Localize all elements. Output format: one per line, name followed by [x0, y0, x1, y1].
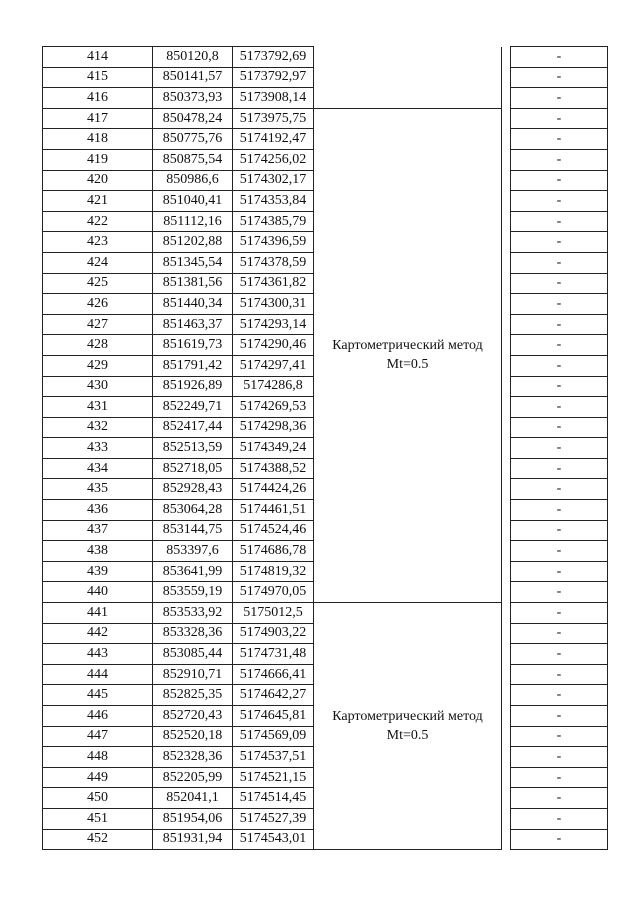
- dash-cell: -: [511, 541, 608, 562]
- column-gap: [502, 438, 511, 459]
- dash-cell: -: [511, 500, 608, 521]
- point-number-cell: 427: [43, 314, 153, 335]
- x-coordinate-cell: 852205,99: [153, 767, 233, 788]
- dash-cell: -: [511, 211, 608, 232]
- point-number-cell: 433: [43, 438, 153, 459]
- x-coordinate-cell: 853064,28: [153, 500, 233, 521]
- table-row: [43, 88, 608, 109]
- column-gap: [502, 603, 511, 624]
- point-number-cell: 447: [43, 726, 153, 747]
- y-coordinate-cell: 5173975,75: [233, 108, 314, 129]
- y-coordinate-cell: 5174645,81: [233, 706, 314, 727]
- dash-cell: -: [511, 232, 608, 253]
- y-coordinate-cell: 5174527,39: [233, 808, 314, 829]
- table-row: [43, 108, 608, 129]
- point-number-cell: 428: [43, 335, 153, 356]
- x-coordinate-cell: 852718,05: [153, 458, 233, 479]
- y-coordinate-cell: 5174256,02: [233, 149, 314, 170]
- y-coordinate-cell: 5174349,24: [233, 438, 314, 459]
- column-gap: [502, 829, 511, 850]
- y-coordinate-cell: 5174269,53: [233, 397, 314, 418]
- point-number-cell: 451: [43, 808, 153, 829]
- column-gap: [502, 458, 511, 479]
- point-number-cell: 448: [43, 747, 153, 768]
- table-row: [43, 47, 608, 68]
- column-gap: [502, 149, 511, 170]
- dash-cell: -: [511, 397, 608, 418]
- x-coordinate-cell: 853085,44: [153, 644, 233, 665]
- y-coordinate-cell: 5174378,59: [233, 252, 314, 273]
- column-gap: [502, 335, 511, 356]
- column-gap: [502, 561, 511, 582]
- point-number-cell: 414: [43, 47, 153, 68]
- y-coordinate-cell: 5173908,14: [233, 88, 314, 109]
- x-coordinate-cell: 852513,59: [153, 438, 233, 459]
- y-coordinate-cell: 5174521,15: [233, 767, 314, 788]
- dash-cell: -: [511, 788, 608, 809]
- y-coordinate-cell: 5174361,82: [233, 273, 314, 294]
- point-number-cell: 445: [43, 685, 153, 706]
- column-gap: [502, 191, 511, 212]
- y-coordinate-cell: 5174642,27: [233, 685, 314, 706]
- column-gap: [502, 706, 511, 727]
- y-coordinate-cell: 5174970,05: [233, 582, 314, 603]
- point-number-cell: 415: [43, 67, 153, 88]
- y-coordinate-cell: 5173792,97: [233, 67, 314, 88]
- x-coordinate-cell: 851791,42: [153, 355, 233, 376]
- dash-cell: -: [511, 438, 608, 459]
- point-number-cell: 429: [43, 355, 153, 376]
- y-coordinate-cell: 5174297,41: [233, 355, 314, 376]
- column-gap: [502, 273, 511, 294]
- point-number-cell: 452: [43, 829, 153, 850]
- accuracy-value: Mt=0.5: [386, 728, 429, 744]
- column-gap: [502, 479, 511, 500]
- point-number-cell: 425: [43, 273, 153, 294]
- point-number-cell: 430: [43, 376, 153, 397]
- x-coordinate-cell: 850478,24: [153, 108, 233, 129]
- point-number-cell: 434: [43, 458, 153, 479]
- y-coordinate-cell: 5174537,51: [233, 747, 314, 768]
- x-coordinate-cell: 853328,36: [153, 623, 233, 644]
- y-coordinate-cell: 5174731,48: [233, 644, 314, 665]
- y-coordinate-cell: 5174424,26: [233, 479, 314, 500]
- point-number-cell: 435: [43, 479, 153, 500]
- x-coordinate-cell: 851926,89: [153, 376, 233, 397]
- x-coordinate-cell: 853641,99: [153, 561, 233, 582]
- column-gap: [502, 582, 511, 603]
- dash-cell: -: [511, 808, 608, 829]
- column-gap: [502, 788, 511, 809]
- y-coordinate-cell: 5174819,32: [233, 561, 314, 582]
- x-coordinate-cell: 850120,8: [153, 47, 233, 68]
- column-gap: [502, 417, 511, 438]
- y-coordinate-cell: 5174388,52: [233, 458, 314, 479]
- dash-cell: -: [511, 479, 608, 500]
- column-gap: [502, 767, 511, 788]
- x-coordinate-cell: 852520,18: [153, 726, 233, 747]
- method-cell: [314, 108, 502, 602]
- dash-cell: -: [511, 623, 608, 644]
- x-coordinate-cell: 853144,75: [153, 520, 233, 541]
- point-number-cell: 419: [43, 149, 153, 170]
- coordinates-table: [42, 46, 608, 850]
- dash-cell: -: [511, 129, 608, 150]
- y-coordinate-cell: 5174192,47: [233, 129, 314, 150]
- column-gap: [502, 541, 511, 562]
- column-gap: [502, 664, 511, 685]
- column-gap: [502, 397, 511, 418]
- y-coordinate-cell: 5174543,01: [233, 829, 314, 850]
- point-number-cell: 417: [43, 108, 153, 129]
- x-coordinate-cell: 850373,93: [153, 88, 233, 109]
- dash-cell: -: [511, 664, 608, 685]
- column-gap: [502, 211, 511, 232]
- point-number-cell: 431: [43, 397, 153, 418]
- column-gap: [502, 252, 511, 273]
- x-coordinate-cell: 851112,16: [153, 211, 233, 232]
- column-gap: [502, 232, 511, 253]
- point-number-cell: 421: [43, 191, 153, 212]
- dash-cell: -: [511, 273, 608, 294]
- y-coordinate-cell: 5174300,31: [233, 294, 314, 315]
- column-gap: [502, 67, 511, 88]
- x-coordinate-cell: 852328,36: [153, 747, 233, 768]
- point-number-cell: 416: [43, 88, 153, 109]
- point-number-cell: 444: [43, 664, 153, 685]
- method-name: Картометрический метод: [332, 709, 483, 725]
- y-coordinate-cell: 5174903,22: [233, 623, 314, 644]
- dash-cell: -: [511, 726, 608, 747]
- point-number-cell: 438: [43, 541, 153, 562]
- column-gap: [502, 726, 511, 747]
- dash-cell: -: [511, 191, 608, 212]
- y-coordinate-cell: 5174524,46: [233, 520, 314, 541]
- dash-cell: -: [511, 47, 608, 68]
- y-coordinate-cell: 5174461,51: [233, 500, 314, 521]
- x-coordinate-cell: 851345,54: [153, 252, 233, 273]
- dash-cell: -: [511, 170, 608, 191]
- y-coordinate-cell: 5175012,5: [233, 603, 314, 624]
- dash-cell: -: [511, 355, 608, 376]
- y-coordinate-cell: 5174286,8: [233, 376, 314, 397]
- column-gap: [502, 520, 511, 541]
- x-coordinate-cell: 853533,92: [153, 603, 233, 624]
- y-coordinate-cell: 5174302,17: [233, 170, 314, 191]
- x-coordinate-cell: 852928,43: [153, 479, 233, 500]
- x-coordinate-cell: 850775,76: [153, 129, 233, 150]
- point-number-cell: 436: [43, 500, 153, 521]
- y-coordinate-cell: 5174385,79: [233, 211, 314, 232]
- point-number-cell: 449: [43, 767, 153, 788]
- x-coordinate-cell: 852825,35: [153, 685, 233, 706]
- dash-cell: -: [511, 685, 608, 706]
- dash-cell: -: [511, 458, 608, 479]
- dash-cell: -: [511, 335, 608, 356]
- x-coordinate-cell: 853559,19: [153, 582, 233, 603]
- dash-cell: -: [511, 582, 608, 603]
- point-number-cell: 437: [43, 520, 153, 541]
- column-gap: [502, 644, 511, 665]
- x-coordinate-cell: 852417,44: [153, 417, 233, 438]
- column-gap: [502, 294, 511, 315]
- y-coordinate-cell: 5174396,59: [233, 232, 314, 253]
- x-coordinate-cell: 851381,56: [153, 273, 233, 294]
- coordinates-table-page: [42, 46, 601, 850]
- x-coordinate-cell: 852249,71: [153, 397, 233, 418]
- column-gap: [502, 129, 511, 150]
- dash-cell: -: [511, 149, 608, 170]
- y-coordinate-cell: 5174666,41: [233, 664, 314, 685]
- dash-cell: -: [511, 417, 608, 438]
- method-cell: [314, 88, 502, 109]
- point-number-cell: 440: [43, 582, 153, 603]
- point-number-cell: 446: [43, 706, 153, 727]
- point-number-cell: 450: [43, 788, 153, 809]
- point-number-cell: 443: [43, 644, 153, 665]
- column-gap: [502, 355, 511, 376]
- x-coordinate-cell: 850986,6: [153, 170, 233, 191]
- point-number-cell: 422: [43, 211, 153, 232]
- y-coordinate-cell: 5174293,14: [233, 314, 314, 335]
- dash-cell: -: [511, 747, 608, 768]
- dash-cell: -: [511, 67, 608, 88]
- column-gap: [502, 808, 511, 829]
- column-gap: [502, 747, 511, 768]
- x-coordinate-cell: 850141,57: [153, 67, 233, 88]
- column-gap: [502, 108, 511, 129]
- x-coordinate-cell: 851619,73: [153, 335, 233, 356]
- dash-cell: -: [511, 706, 608, 727]
- point-number-cell: 442: [43, 623, 153, 644]
- x-coordinate-cell: 852720,43: [153, 706, 233, 727]
- dash-cell: -: [511, 520, 608, 541]
- dash-cell: -: [511, 108, 608, 129]
- dash-cell: -: [511, 252, 608, 273]
- method-name: Картометрический метод: [332, 338, 483, 354]
- dash-cell: -: [511, 767, 608, 788]
- point-number-cell: 424: [43, 252, 153, 273]
- dash-cell: -: [511, 603, 608, 624]
- column-gap: [502, 314, 511, 335]
- dash-cell: -: [511, 294, 608, 315]
- dash-cell: -: [511, 561, 608, 582]
- y-coordinate-cell: 5174514,45: [233, 788, 314, 809]
- method-cell: [314, 67, 502, 88]
- y-coordinate-cell: 5174298,36: [233, 417, 314, 438]
- column-gap: [502, 623, 511, 644]
- method-cell: [314, 47, 502, 68]
- column-gap: [502, 170, 511, 191]
- y-coordinate-cell: 5173792,69: [233, 47, 314, 68]
- x-coordinate-cell: 852041,1: [153, 788, 233, 809]
- dash-cell: -: [511, 376, 608, 397]
- table-row: [43, 67, 608, 88]
- x-coordinate-cell: 851931,94: [153, 829, 233, 850]
- column-gap: [502, 376, 511, 397]
- point-number-cell: 439: [43, 561, 153, 582]
- x-coordinate-cell: 851954,06: [153, 808, 233, 829]
- point-number-cell: 418: [43, 129, 153, 150]
- column-gap: [502, 88, 511, 109]
- accuracy-value: Mt=0.5: [386, 357, 429, 373]
- dash-cell: -: [511, 829, 608, 850]
- point-number-cell: 423: [43, 232, 153, 253]
- column-gap: [502, 685, 511, 706]
- y-coordinate-cell: 5174290,46: [233, 335, 314, 356]
- dash-cell: -: [511, 88, 608, 109]
- point-number-cell: 432: [43, 417, 153, 438]
- point-number-cell: 441: [43, 603, 153, 624]
- point-number-cell: 426: [43, 294, 153, 315]
- x-coordinate-cell: 850875,54: [153, 149, 233, 170]
- point-number-cell: 420: [43, 170, 153, 191]
- y-coordinate-cell: 5174569,09: [233, 726, 314, 747]
- x-coordinate-cell: 851040,41: [153, 191, 233, 212]
- column-gap: [502, 47, 511, 68]
- x-coordinate-cell: 852910,71: [153, 664, 233, 685]
- dash-cell: -: [511, 314, 608, 335]
- x-coordinate-cell: 853397,6: [153, 541, 233, 562]
- column-gap: [502, 500, 511, 521]
- x-coordinate-cell: 851463,37: [153, 314, 233, 335]
- method-cell: [314, 603, 502, 850]
- table-row: [43, 603, 608, 624]
- dash-cell: -: [511, 644, 608, 665]
- x-coordinate-cell: 851202,88: [153, 232, 233, 253]
- x-coordinate-cell: 851440,34: [153, 294, 233, 315]
- y-coordinate-cell: 5174686,78: [233, 541, 314, 562]
- y-coordinate-cell: 5174353,84: [233, 191, 314, 212]
